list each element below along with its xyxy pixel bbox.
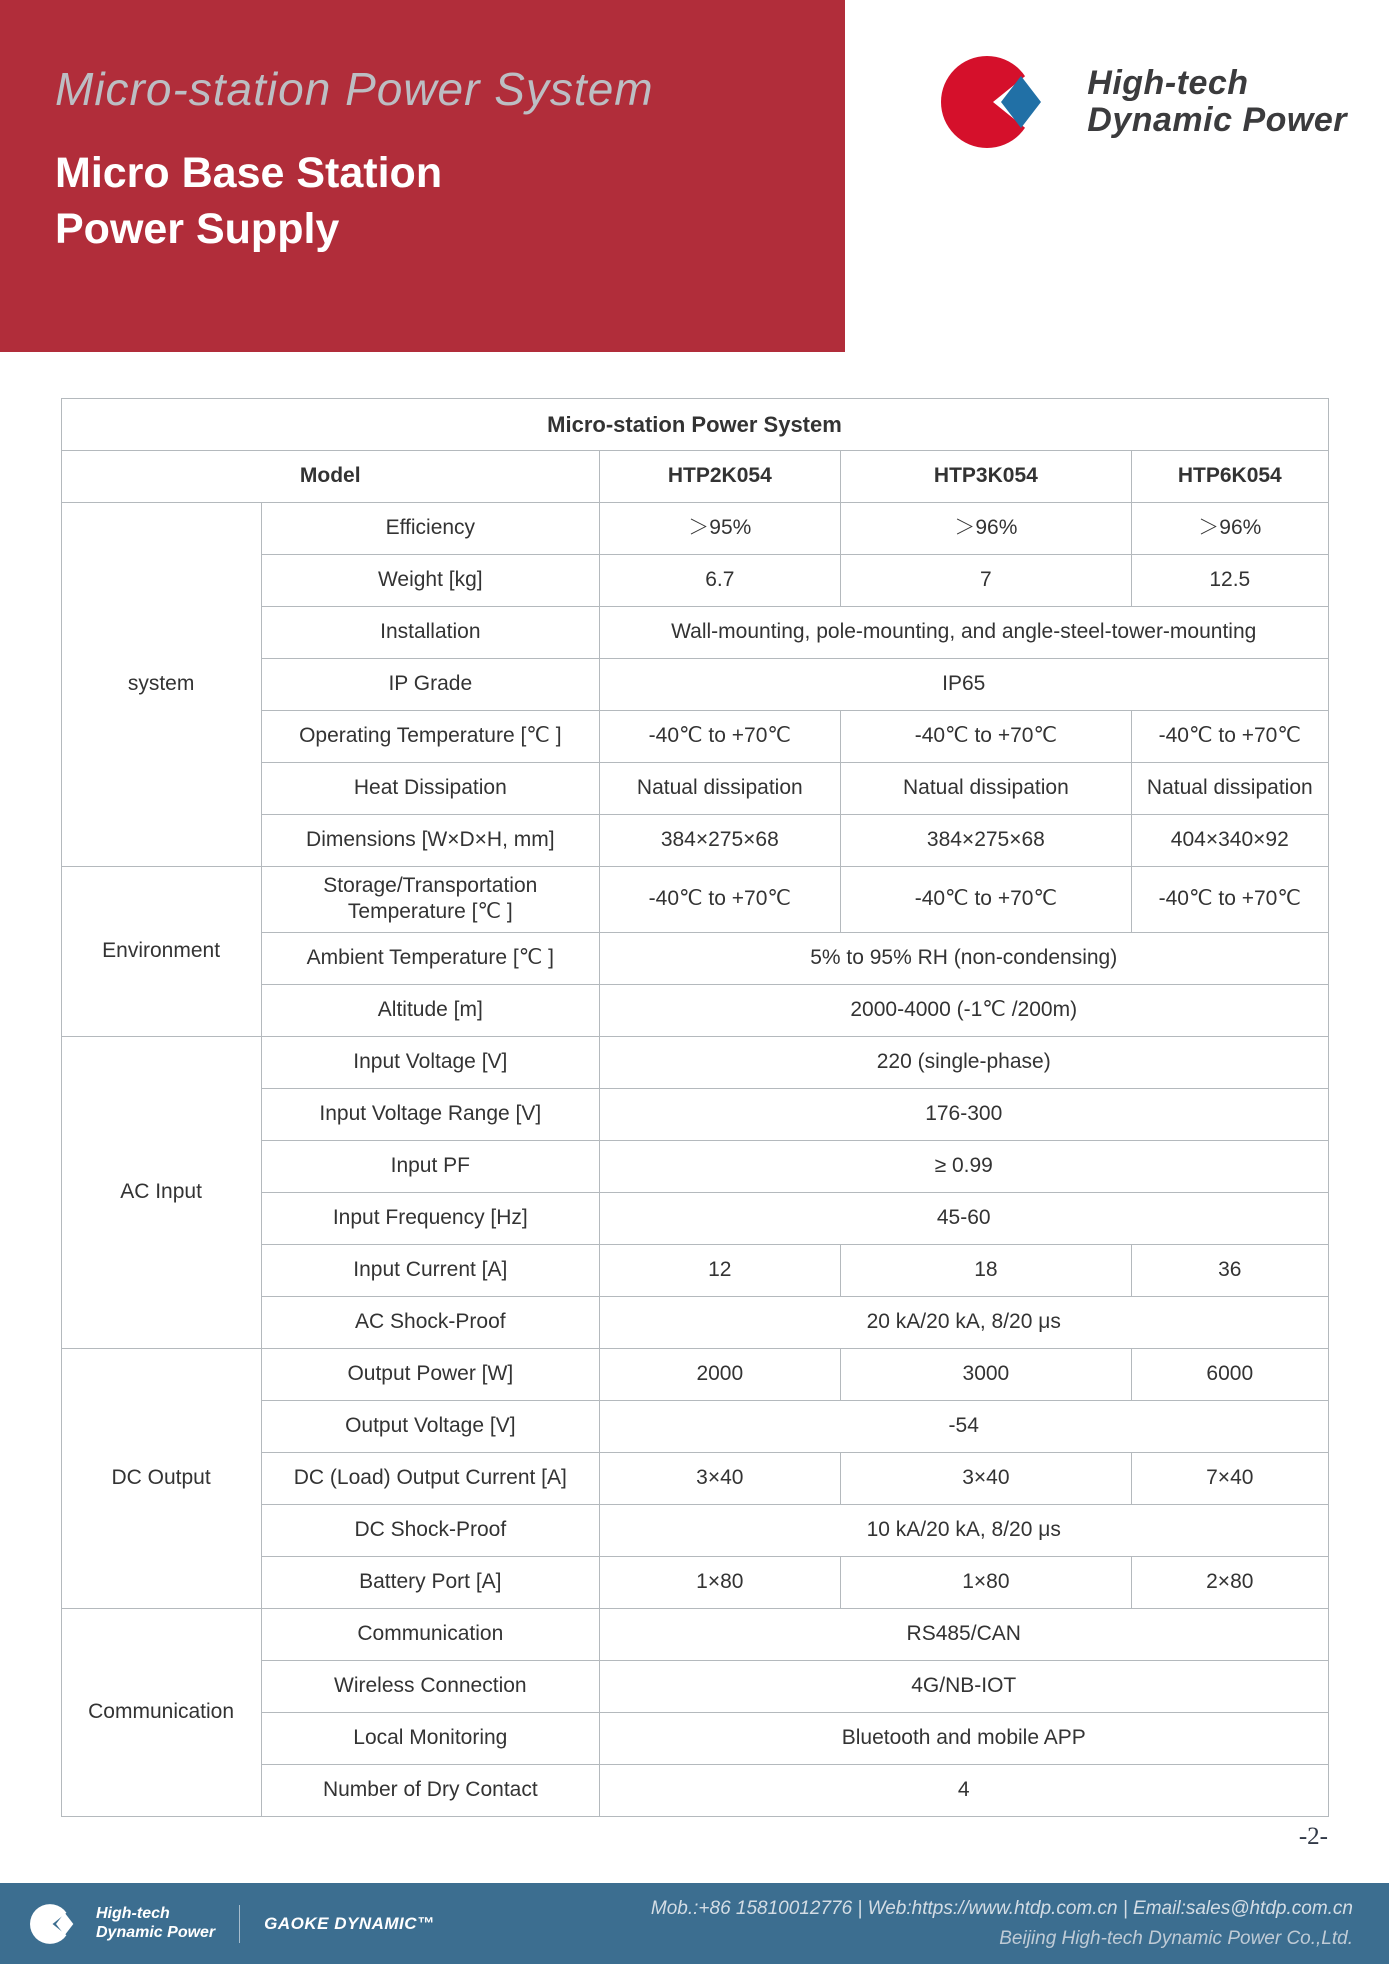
spec-label-cell: Ambient Temperature [℃ ]: [261, 932, 599, 984]
model-header-row: [61, 451, 1328, 503]
spec-label-cell: Storage/Transportation Temperature [℃ ]: [261, 867, 599, 933]
spec-value-cell-0: -40℃ to +70℃: [599, 867, 840, 933]
group-cell: Communication: [61, 1608, 261, 1816]
spec-value-cell: 176-300: [599, 1088, 1328, 1140]
brand-mark-icon: [941, 52, 1061, 152]
spec-label-cell: Installation: [261, 607, 599, 659]
spec-value-cell: 20 kA/20 kA, 8/20 μs: [599, 1296, 1328, 1348]
spec-value-cell-0: 3×40: [599, 1452, 840, 1504]
spec-value-cell-0: 2000: [599, 1348, 840, 1400]
group-cell: AC Input: [61, 1036, 261, 1348]
spec-value-cell-0: 12: [599, 1244, 840, 1296]
header: [0, 0, 1389, 352]
spec-value-cell: 5% to 95% RH (non-condensing): [599, 932, 1328, 984]
spec-value-cell-2: 404×340×92: [1132, 815, 1328, 867]
table-row: [61, 503, 1328, 555]
group-cell: DC Output: [61, 1348, 261, 1608]
group-cell: Environment: [61, 867, 261, 1037]
footer-brand-line1: High-tech: [96, 1905, 170, 1923]
group-cell: system: [61, 503, 261, 867]
brand-name-line2: Dynamic Power: [1087, 101, 1347, 139]
spec-label-cell: Battery Port [A]: [261, 1556, 599, 1608]
spec-value-cell-0: 6.7: [599, 555, 840, 607]
spec-value-cell: RS485/CAN: [599, 1608, 1328, 1660]
spec-value-cell-2: Natual dissipation: [1132, 763, 1328, 815]
spec-value-cell-0: 1×80: [599, 1556, 840, 1608]
spec-label-cell: Altitude [m]: [261, 984, 599, 1036]
spec-label-cell: Output Voltage [V]: [261, 1400, 599, 1452]
spec-label-cell: Dimensions [W×D×H, mm]: [261, 815, 599, 867]
footer-brand: [30, 1902, 435, 1946]
model-name-2: HTP6K054: [1132, 451, 1328, 503]
spec-value-cell-0: ＞95%: [599, 503, 840, 555]
spec-value-cell-2: ＞96%: [1132, 503, 1328, 555]
spec-label-cell: Operating Temperature [℃ ]: [261, 711, 599, 763]
spec-value-cell-1: 384×275×68: [840, 815, 1131, 867]
spec-label-cell: Heat Dissipation: [261, 763, 599, 815]
spec-value-cell-2: 6000: [1132, 1348, 1328, 1400]
spec-value-cell-0: 384×275×68: [599, 815, 840, 867]
spec-value-cell-1: Natual dissipation: [840, 763, 1131, 815]
brand-logo: [941, 52, 1347, 152]
table-row: [61, 867, 1328, 933]
spec-label-cell: Input PF: [261, 1140, 599, 1192]
footer-brand-mark-icon: [30, 1902, 82, 1946]
table-title-row: [61, 399, 1328, 451]
spec-value-cell: 4G/NB-IOT: [599, 1660, 1328, 1712]
table-row: [61, 1036, 1328, 1088]
spec-label-cell: IP Grade: [261, 659, 599, 711]
series-title: Micro-station Power System: [55, 63, 654, 115]
table-title: Micro-station Power System: [61, 399, 1328, 451]
spec-value-cell-0: Natual dissipation: [599, 763, 840, 815]
brand-name: [1087, 65, 1347, 138]
spec-value-cell-2: 12.5: [1132, 555, 1328, 607]
spec-value-cell: Wall-mounting, pole-mounting, and angle-steel-tower-mounting: [599, 607, 1328, 659]
spec-value-cell: 10 kA/20 kA, 8/20 μs: [599, 1504, 1328, 1556]
page-title: Micro Base Station Power Supply: [55, 149, 443, 253]
spec-label-cell: AC Shock-Proof: [261, 1296, 599, 1348]
spec-value-cell-0: -40℃ to +70℃: [599, 711, 840, 763]
spec-value-cell-1: -40℃ to +70℃: [840, 711, 1131, 763]
spec-value-cell-1: -40℃ to +70℃: [840, 867, 1131, 933]
spec-value-cell: 2000-4000 (-1℃ /200m): [599, 984, 1328, 1036]
footer-divider: [239, 1905, 240, 1943]
hero-banner: [0, 0, 845, 352]
spec-value-cell-2: 2×80: [1132, 1556, 1328, 1608]
spec-value-cell: ≥ 0.99: [599, 1140, 1328, 1192]
page-number: -2-: [1298, 1822, 1328, 1850]
table-row: [61, 1348, 1328, 1400]
spec-value-cell-2: 36: [1132, 1244, 1328, 1296]
spec-table: [61, 398, 1329, 1817]
spec-label-cell: Local Monitoring: [261, 1712, 599, 1764]
spec-value-cell: -54: [599, 1400, 1328, 1452]
table-row: [61, 1608, 1328, 1660]
footer-company-line: Beijing High-tech Dynamic Power Co.,Ltd.: [999, 1927, 1353, 1949]
spec-value-cell-1: 3×40: [840, 1452, 1131, 1504]
footer-brand-line2: Dynamic Power: [96, 1923, 216, 1941]
spec-label-cell: Output Power [W]: [261, 1348, 599, 1400]
spec-value-cell-2: 7×40: [1132, 1452, 1328, 1504]
spec-label-cell: Wireless Connection: [261, 1660, 599, 1712]
spec-label-cell: Weight [kg]: [261, 555, 599, 607]
spec-table-container: [0, 398, 1389, 1817]
spec-label-cell: Input Current [A]: [261, 1244, 599, 1296]
spec-value-cell-1: ＞96%: [840, 503, 1131, 555]
spec-value-cell-1: 7: [840, 555, 1131, 607]
spec-value-cell-2: -40℃ to +70℃: [1132, 711, 1328, 763]
spec-value-cell-2: -40℃ to +70℃: [1132, 867, 1328, 933]
spec-label-cell: Communication: [261, 1608, 599, 1660]
model-header-label: Model: [61, 451, 599, 503]
spec-label-cell: Efficiency: [261, 503, 599, 555]
spec-value-cell: IP65: [599, 659, 1328, 711]
model-name-0: HTP2K054: [599, 451, 840, 503]
spec-label-cell: Input Voltage Range [V]: [261, 1088, 599, 1140]
footer-contact-line: Mob.:+86 15810012776 | Web:https://www.htdp.com.cn | Email:sales@htdp.com.cn: [650, 1898, 1353, 1920]
spec-label-cell: DC Shock-Proof: [261, 1504, 599, 1556]
spec-value-cell: 220 (single-phase): [599, 1036, 1328, 1088]
spec-value-cell-1: 3000: [840, 1348, 1131, 1400]
model-name-1: HTP3K054: [840, 451, 1131, 503]
spec-value-cell-1: 18: [840, 1244, 1131, 1296]
brand-name-line1: High-tech: [1087, 64, 1249, 103]
spec-value-cell-1: 1×80: [840, 1556, 1131, 1608]
spec-value-cell: Bluetooth and mobile APP: [599, 1712, 1328, 1764]
footer-contact: [651, 1894, 1353, 1953]
spec-value-cell: 4: [599, 1764, 1328, 1816]
spec-label-cell: DC (Load) Output Current [A]: [261, 1452, 599, 1504]
footer: [0, 1883, 1389, 1964]
spec-label-cell: Number of Dry Contact: [261, 1764, 599, 1816]
spec-label-cell: Input Voltage [V]: [261, 1036, 599, 1088]
spec-label-cell: Input Frequency [Hz]: [261, 1192, 599, 1244]
spec-value-cell: 45-60: [599, 1192, 1328, 1244]
footer-brand-name: [96, 1905, 215, 1942]
footer-trademark: GAOKE DYNAMIC™: [264, 1913, 435, 1933]
